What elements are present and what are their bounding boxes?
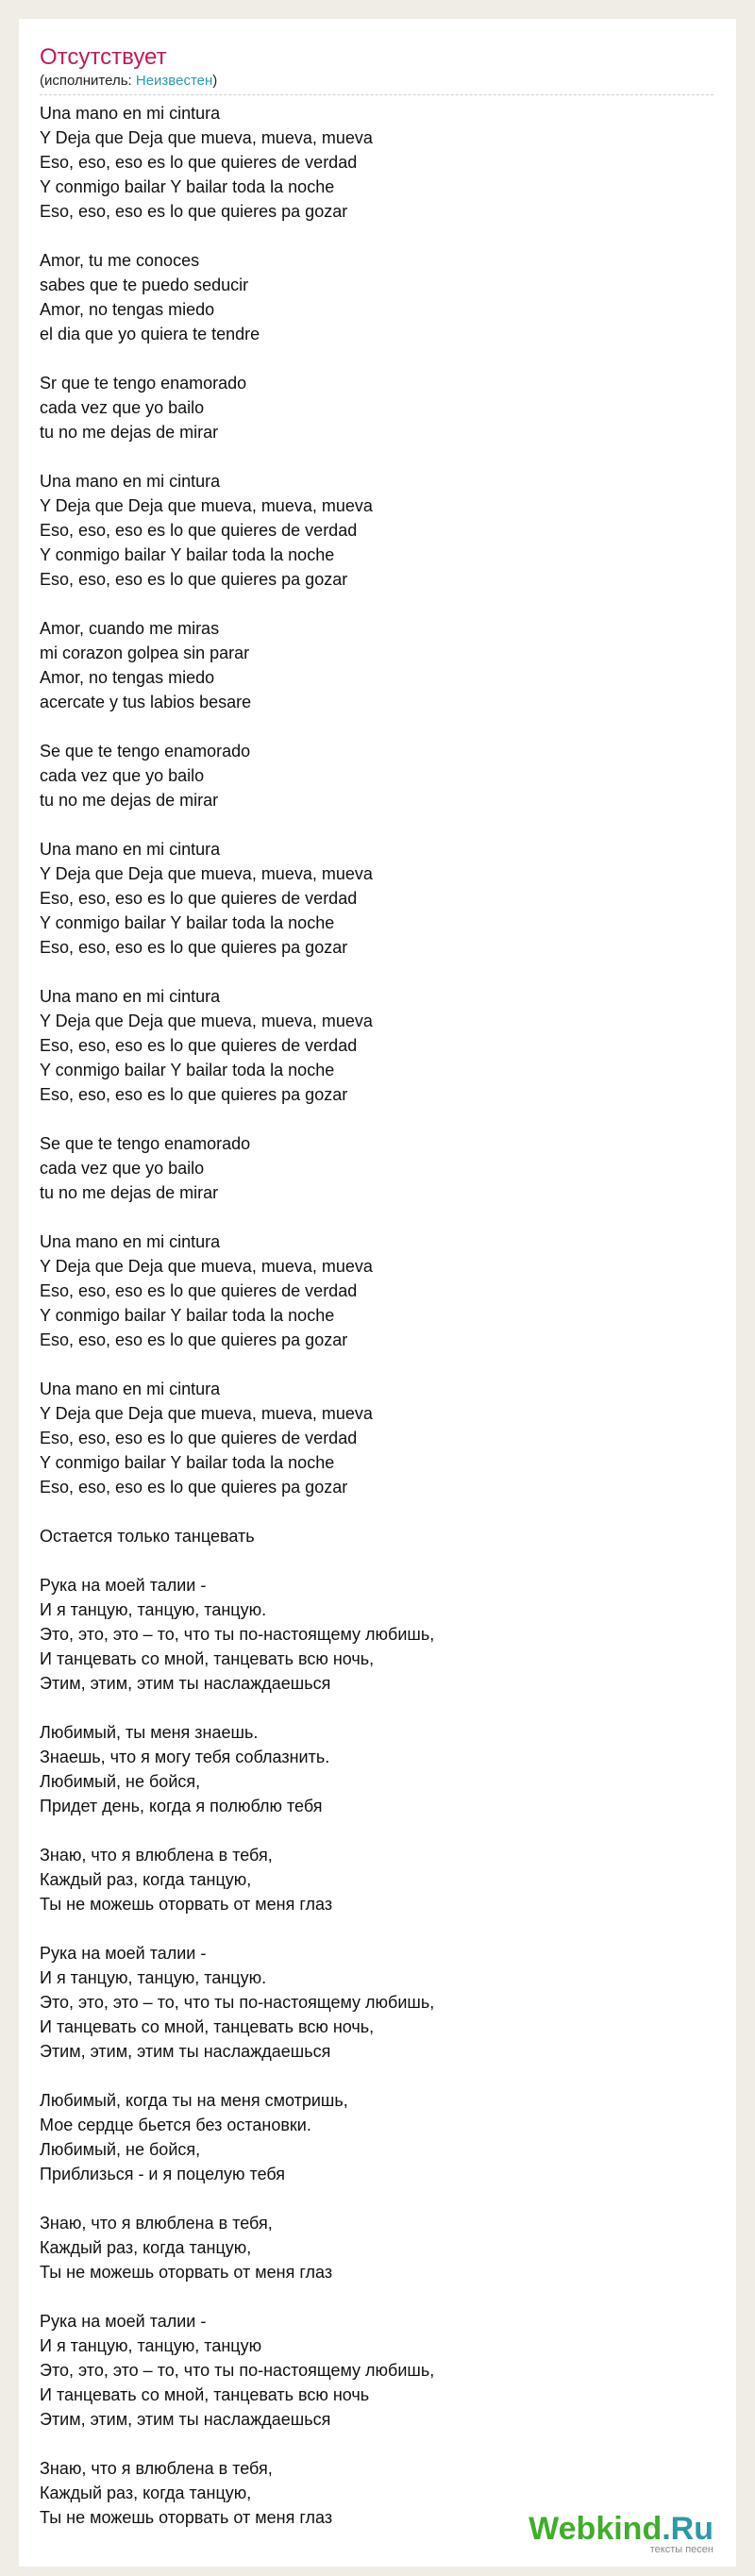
lyric-line: Y Deja que Deja que mueva, mueva, mueva [40,864,373,883]
stanza [40,1843,713,1916]
stanza [40,837,713,960]
logo-tld-text: .Ru [662,2511,713,2547]
artist-line [40,72,713,95]
logo-subtitle: тексты песен [649,2544,713,2555]
lyric-line: Eso, eso, eso es lo que quieres de verdad [40,1036,358,1055]
logo-main-text: Webkind [528,2511,663,2547]
lyric-line: acercate y tus labios besare [40,693,252,711]
lyric-line: Y Deja que Deja que mueva, mueva, mueva [40,1012,373,1030]
lyric-line: Una mano en mi cintura [40,840,221,859]
lyric-line: Y Deja que Deja que mueva, mueva, mueva [40,1257,373,1276]
lyric-line: Это, это, это – то, что ты по-настоящему любишь, [40,1993,435,2012]
lyric-line: Каждый раз, когда танцую, [40,2484,252,2502]
lyric-line: Любимый, когда ты на меня смотришь, [40,2091,348,2110]
artist-prefix: (исполнитель: [40,73,136,89]
lyric-line: Рука на моей талии - [40,1944,207,1963]
lyric-line: Y conmigo bailar Y bailar toda la noche [40,1453,335,1472]
lyric-line: Una mano en mi cintura [40,104,221,123]
lyric-line: Eso, eso, eso es lo que quieres de verdad [40,521,358,540]
lyric-line: Eso, eso, eso es lo que quieres de verdad [40,1429,358,1447]
lyric-line: Eso, eso, eso es lo que quieres de verdad [40,1281,358,1300]
lyric-line: cada vez que yo bailo [40,766,205,785]
lyric-line: Знаю, что я влюблена в тебя, [40,2214,273,2233]
lyric-line: Y conmigo bailar Y bailar toda la noche [40,1306,335,1325]
lyric-line: Y Deja que Deja que mueva, mueva, mueva [40,496,373,515]
lyric-line: Eso, eso, eso es lo que quieres pa gozar [40,1478,348,1497]
lyric-line: Eso, eso, eso es lo que quieres pa gozar [40,202,348,221]
lyric-line: Любимый, не бойся, [40,1772,201,1791]
lyric-line: Ты не можешь оторвать от меня глаз [40,2508,333,2527]
lyric-line: Eso, eso, eso es lo que quieres de verdad [40,889,358,908]
artist-suffix: ) [212,73,218,89]
lyric-line: Y Deja que Deja que mueva, mueva, mueva [40,128,373,147]
stanza [40,984,713,1107]
lyric-line: Sr que te tengo enamorado [40,374,247,393]
stanza [40,616,713,714]
page-title: Отсутствует [40,44,167,70]
lyric-line: И танцевать со мной, танцевать всю ночь, [40,1649,375,1668]
lyric-line: Этим, этим, этим ты наслаждаешься [40,2042,331,2061]
lyric-line: Eso, eso, eso es lo que quieres de verdad [40,153,358,172]
lyric-line: el dia que yo quiera te tendre [40,325,260,343]
stanza [40,1377,713,1499]
stanza [40,2211,713,2284]
lyric-line: tu no me dejas de mirar [40,791,219,810]
lyric-line: Это, это, это – то, что ты по-настоящему любишь, [40,2361,435,2380]
lyric-line: Y conmigo bailar Y bailar toda la noche [40,545,335,564]
stanza [40,739,713,812]
stanza [40,371,713,444]
stanza [40,1524,713,1548]
lyric-line: Знаешь, что я могу тебя соблазнить. [40,1748,330,1766]
lyric-line: Любимый, не бойся, [40,2140,201,2159]
stanza [40,1720,713,1818]
site-logo[interactable] [528,2512,713,2555]
lyric-line: Знаю, что я влюблена в тебя, [40,2459,273,2478]
lyric-line: Мое сердце бьется без остановки. [40,2116,311,2134]
lyric-line: cada vez que yo bailo [40,1159,205,1178]
lyric-line: Eso, eso, eso es lo que quieres pa gozar [40,938,348,957]
lyric-line: Se que te tengo enamorado [40,1134,251,1153]
lyric-line: sabes que te puedo seducir [40,276,249,294]
lyric-line: Amor, cuando me miras [40,619,220,638]
lyric-line: И танцевать со мной, танцевать всю ночь [40,2385,370,2404]
lyric-line: tu no me dejas de mirar [40,1183,219,1202]
lyric-line: И я танцую, танцую, танцую [40,2336,262,2355]
stanza [40,469,713,592]
lyric-line: Amor, no tengas miedo [40,300,215,319]
lyric-line: Любимый, ты меня знаешь. [40,1723,259,1742]
lyric-line: Se que te tengo enamorado [40,742,251,761]
lyric-line: Eso, eso, eso es lo que quieres pa gozar [40,1330,348,1349]
stanza [40,248,713,346]
lyric-line: Придет день, когда я полюблю тебя [40,1797,323,1815]
lyric-line: Приблизься - и я поцелую тебя [40,2165,286,2183]
lyric-line: Ты не можешь оторвать от меня глаз [40,1895,333,1914]
lyric-line: Amor, no tengas miedo [40,668,215,687]
lyric-line: Рука на моей талии - [40,2312,207,2331]
lyric-line: Eso, eso, eso es lo que quieres pa gozar [40,570,348,589]
logo-wordmark [528,2512,713,2546]
stanza [40,1941,713,2064]
lyrics-body [40,101,713,2530]
lyric-line: tu no me dejas de mirar [40,423,219,442]
lyrics-card [19,19,736,2567]
lyric-line: Una mano en mi cintura [40,987,221,1006]
stanza [40,101,713,224]
stanza [40,1573,713,1696]
lyric-line: Amor, tu me conoces [40,251,200,270]
lyric-line: Знаю, что я влюблена в тебя, [40,1846,273,1865]
lyric-line: Una mano en mi cintura [40,1232,221,1251]
lyric-line: Y Deja que Deja que mueva, mueva, mueva [40,1404,373,1423]
stanza [40,1131,713,1205]
artist-link[interactable]: Неизвестен [135,73,213,89]
lyric-line: Это, это, это – то, что ты по-настоящему любишь, [40,1625,435,1644]
lyric-line: Этим, этим, этим ты наслаждаешься [40,2410,331,2429]
lyric-line: И я танцую, танцую, танцую. [40,1600,267,1619]
lyric-line: Una mano en mi cintura [40,472,221,491]
lyric-line: cada vez que yo bailo [40,398,205,417]
lyric-line: И танцевать со мной, танцевать всю ночь, [40,2017,375,2036]
lyric-line: Una mano en mi cintura [40,1380,221,1398]
lyric-line: Каждый раз, когда танцую, [40,1870,252,1889]
stanza [40,2309,713,2432]
lyric-line: Рука на моей талии - [40,1576,207,1595]
lyric-line: Ты не можешь оторвать от меня глаз [40,2263,333,2282]
lyric-line: mi corazon golpea sin parar [40,644,250,662]
lyric-line: Y conmigo bailar Y bailar toda la noche [40,1061,335,1079]
lyric-line: Y conmigo bailar Y bailar toda la noche [40,177,335,196]
lyric-line: Eso, eso, eso es lo que quieres pa gozar [40,1085,348,1104]
stanza [40,1229,713,1352]
lyric-line: Y conmigo bailar Y bailar toda la noche [40,913,335,932]
stanza [40,2088,713,2186]
lyric-line: Этим, этим, этим ты наслаждаешься [40,1674,331,1693]
lyric-line: И я танцую, танцую, танцую. [40,1968,267,1987]
lyric-line: Каждый раз, когда танцую, [40,2238,252,2257]
lyric-line: Остается только танцевать [40,1527,255,1546]
